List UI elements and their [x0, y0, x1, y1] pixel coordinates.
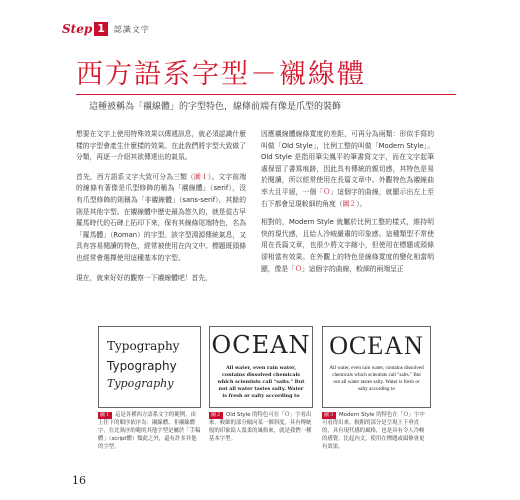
- title-divider: [76, 94, 456, 95]
- figure-typography-samples: [98, 326, 201, 408]
- text-run: ）。: [356, 199, 367, 208]
- figure-caption: [209, 411, 312, 443]
- sans-serif-sample: Typography: [107, 359, 177, 373]
- caption-number-badge: 圖３: [324, 412, 335, 418]
- left-column: [76, 129, 246, 292]
- text-run: 首先，西方語系文字大致可分為三類（: [76, 172, 195, 181]
- paragraph: [261, 217, 434, 275]
- paragraph: 想要在文字上使用特殊效果以傳遞訊息，就必須認識什麼樣的字型會產生什麼樣的效果。在此我們將字型大致做了分類，再逐一介紹其欲傳達出的氣氛。: [76, 130, 246, 162]
- caption-number-badge: 圖１: [100, 412, 111, 418]
- figure-reference: 圖１: [194, 172, 208, 181]
- script-sample: Typography: [107, 377, 174, 390]
- step-number-badge: 1: [94, 22, 108, 36]
- section-title: 認識文字: [113, 24, 150, 34]
- figure-reference: 圖２: [342, 199, 357, 208]
- figure-modern-style: [322, 326, 431, 408]
- sample-body-text: All water, even rain water, contains dissolved chemicals which scientists call "salts." But not all water tastes salty. Water is fresh or salty according to: [329, 365, 424, 392]
- caption-text: Modern Style 的特色在「Ｏ」字中可看得出來。較粗的部分是呈現上下垂直的，具有現代感的風格，也是具有令人冷峻的感覺，比起內文，使用在標題或頭條會更有效果。: [322, 412, 425, 450]
- caption-text: 這是各種西方語系文字的範例，由上往下的順序依序為：襯線體、非襯線體字，在比執序的範的其他字型是屬於「手稿體」（script體）類此之外，還有許多其他的字型。: [98, 412, 201, 450]
- caption-text: Old Style 的特色可在「Ｏ」字看出來。較細的部分傾向某一個斜度，具有傳統般的印象給人溫柔的風格來，就是我們一種基本字型。: [209, 412, 312, 442]
- text-run: 因應襯線體線條寬度的差距，可再分為兩類：形似手寫的叫做「Old Style」，比例工整的叫做「Modern Style」。Old Style 是指用筆尖鳳平的筆書寫文字，而在文字起筆處保留了書寫痕跡，因此具有傳統的親切感，其特色是易於閱讀，所以經常使用在長篇文章中。外觀特色為襯線曲率大且平緩，一個「: [261, 130, 434, 196]
- text-run: 」這個字的曲線，就顯示出左上至右下都會呈現較細的角度（: [261, 187, 435, 208]
- figure-old-style: [209, 326, 313, 408]
- text-run: 相對的，Modern Style 就屬於比例工整的樣式，維持明快的現代感，且給人冷峻嚴肅的印象感。這種類型不常使用在長篇文章，也很少將文字縮小，但使用在標題或頭條卻相當有效果。在外觀上的特色是線條寬度的變化相當明顯，像是「: [261, 218, 434, 273]
- sample-heading: OCEAN: [329, 331, 424, 360]
- letter-highlight: Ｏ: [294, 264, 302, 273]
- step-header: [62, 22, 150, 36]
- sample-heading: OCEAN: [211, 331, 311, 359]
- text-run: 」這個字的曲線，較細的兩端呈正: [301, 264, 404, 273]
- paragraph: [76, 172, 246, 265]
- letter-highlight: Ｏ: [323, 187, 331, 196]
- page-subtitle: 這種被稱為「襯線體」的字型特色，線條前端有像是爪型的裝飾: [89, 102, 342, 112]
- page-title: 西方語系字型－襯線體: [76, 59, 366, 90]
- figure-caption: [322, 411, 429, 451]
- page-number: 16: [72, 474, 86, 487]
- figure-caption: [98, 411, 201, 451]
- caption-number-badge: 圖２: [211, 412, 222, 418]
- serif-sample: Typography: [107, 339, 180, 353]
- paragraph: 現在，就來好好的觀察一下襯線體吧！首先，: [76, 273, 212, 282]
- step-label: Step: [62, 22, 93, 36]
- right-column: [261, 129, 434, 283]
- text-run: ）。文字前端的線條有著像是爪型修飾的稱為「襯線體」（serif），沒有爪型修飾的則稱為「非襯線體」（sans-serif），其餘的則是其他字型。在襯線體中歷史最為悠久的，就是從古早羅馬時代的石碑上拓印下來，保有其線條尾端特色，名為「羅馬體」（Roman）的字型。該字型淵源傳統氣息，又具有容易閱讀的特色，經常被使用在內文中。標題既頭條也經常會選擇使用這種基本的字型。: [76, 172, 247, 262]
- sample-body-text: All water, even rain water, contains dissolved chemicals which scientists call "salts." But not all water tastes salty. Water is fresh or salty according to: [217, 365, 305, 399]
- paragraph: [261, 129, 434, 210]
